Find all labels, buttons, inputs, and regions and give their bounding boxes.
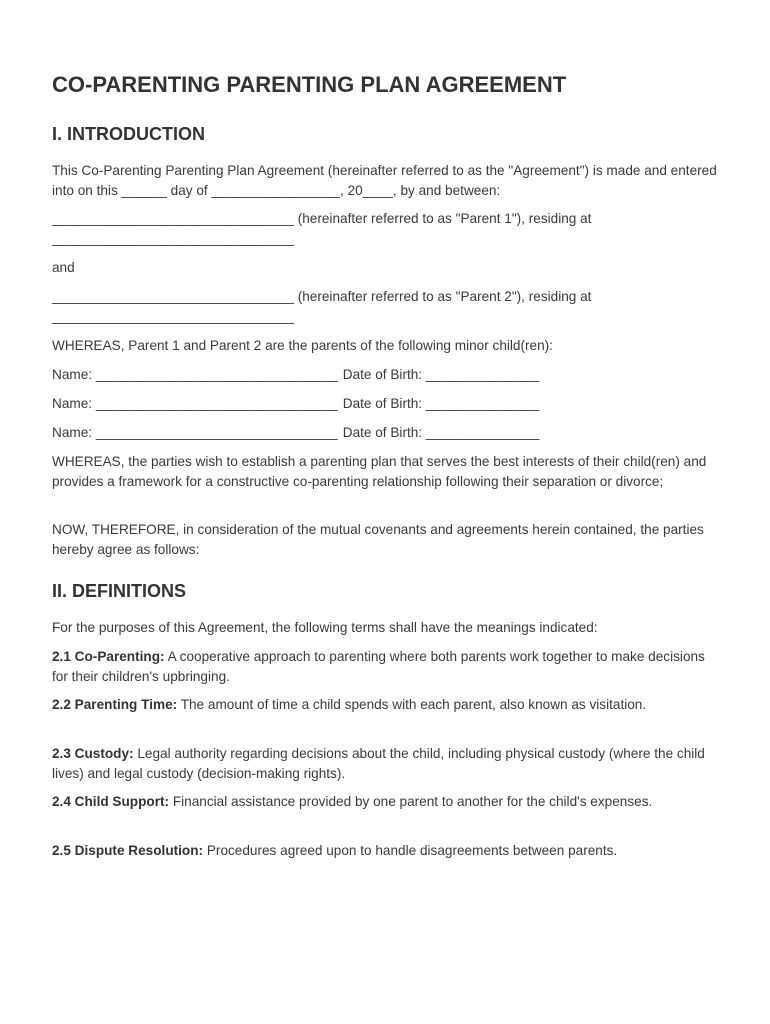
child-dob-field: Date of Birth: _______________ <box>342 396 540 411</box>
parent2-address-blank: ________________________________ <box>52 309 294 324</box>
now-therefore-paragraph: NOW, THEREFORE, in consideration of the mutual covenants and agreements herein contained, the parties hereby agree as follows: <box>52 522 704 557</box>
definition-text: Financial assistance provided by one parent to another for the child's expenses. <box>172 794 653 809</box>
child-name-field: Name: ________________________________ <box>52 396 338 411</box>
definition-term: 2.5 Dispute Resolution: <box>52 843 204 858</box>
section-heading-introduction: I. INTRODUCTION <box>52 124 205 144</box>
definition-term: 2.3 Custody: <box>52 746 134 761</box>
document-title: CO-PARENTING PARENTING PLAN AGREEMENT <box>52 72 567 97</box>
definition-text: The amount of time a child spends with each parent, also known as visitation. <box>180 697 647 712</box>
definition-term: 2.2 Parenting Time: <box>52 697 178 712</box>
definition-item <box>52 647 722 686</box>
parent1-address-blank: ________________________________ <box>52 231 294 246</box>
intro-opening-paragraph: This Co-Parenting Parenting Plan Agreement (hereinafter referred to as the "Agreement") is made and entered into on this ______ day of _________________, 20____, by and between: <box>52 163 717 198</box>
definition-text: Procedures agreed upon to handle disagreements between parents. <box>206 843 618 858</box>
child-name-field: Name: ________________________________ <box>52 425 338 440</box>
definition-item <box>52 792 722 812</box>
definition-text: Legal authority regarding decisions about the child, including physical custody (where the child lives) and legal custody (decision-making rights). <box>52 746 705 781</box>
parent1-line: ________________________________ (hereinafter referred to as "Parent 1"), residing at <box>52 211 592 226</box>
child-name-field: Name: ________________________________ <box>52 367 338 382</box>
definition-term: 2.1 Co-Parenting: <box>52 649 165 664</box>
definition-item <box>52 744 722 783</box>
definition-item <box>52 841 722 861</box>
child-row <box>52 365 539 385</box>
parent2-line: ________________________________ (hereinafter referred to as "Parent 2"), residing at <box>52 289 592 304</box>
definition-text: A cooperative approach to parenting where both parents work together to make decisions for their children's upbringing. <box>52 649 705 684</box>
child-dob-field: Date of Birth: _______________ <box>342 425 540 440</box>
definition-item <box>52 695 722 715</box>
section-heading-definitions: II. DEFINITIONS <box>52 581 187 601</box>
child-row <box>52 394 539 414</box>
and-conjunction: and <box>52 260 75 275</box>
whereas-children-paragraph: WHEREAS, Parent 1 and Parent 2 are the parents of the following minor child(ren): <box>52 338 553 353</box>
child-dob-field: Date of Birth: _______________ <box>342 367 540 382</box>
definitions-lead: For the purposes of this Agreement, the following terms shall have the meanings indicated: <box>52 620 598 635</box>
child-row <box>52 423 539 443</box>
definition-term: 2.4 Child Support: <box>52 794 170 809</box>
whereas-plan-paragraph: WHEREAS, the parties wish to establish a parenting plan that serves the best interests of their child(ren) and provides a framework for a constructive co-parenting relationship following their separation or divorce; <box>52 454 707 489</box>
